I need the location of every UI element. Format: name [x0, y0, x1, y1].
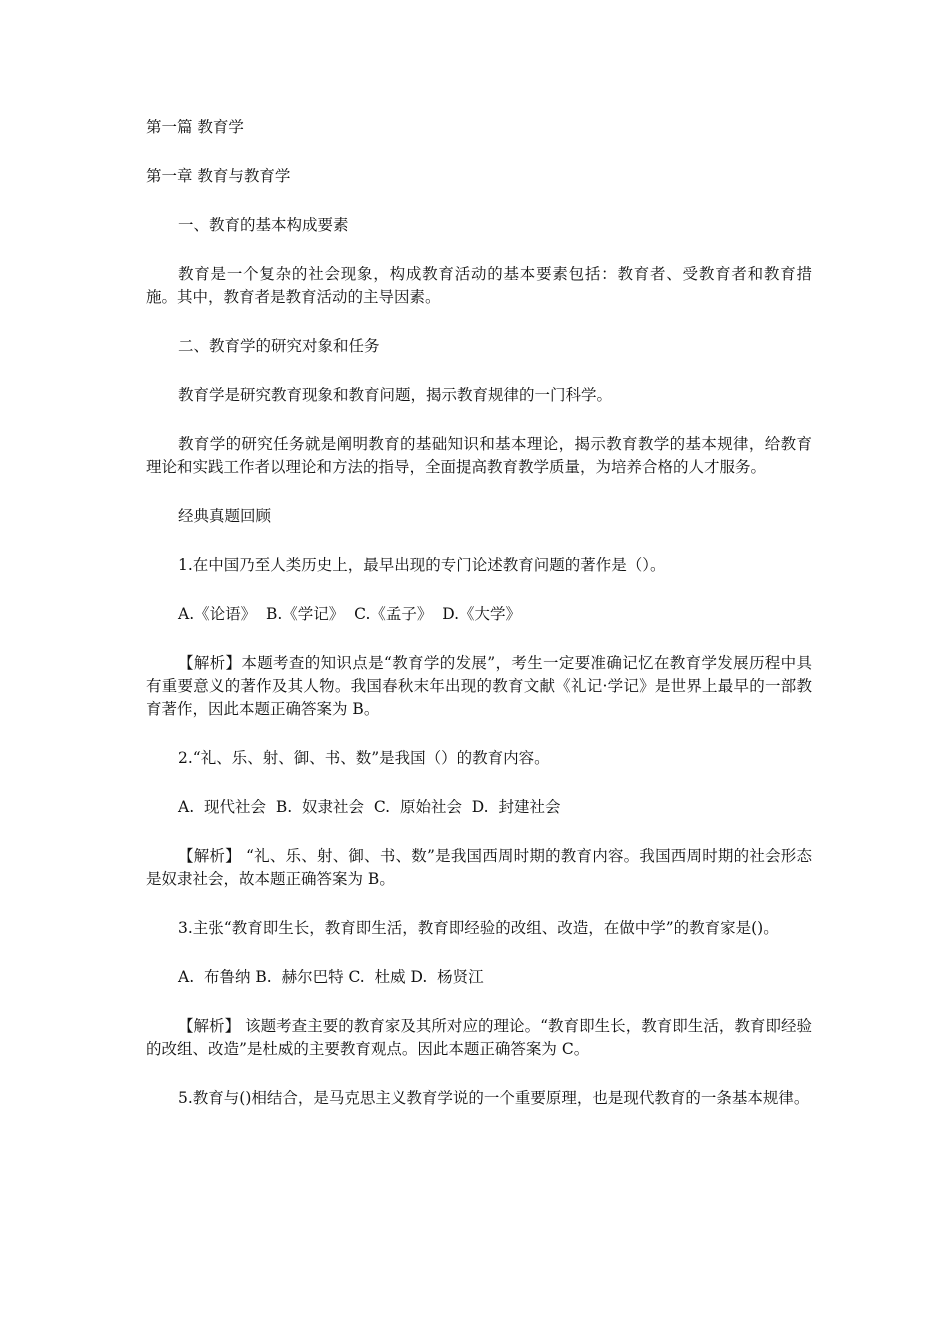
review-heading: 经典真题回顾 — [178, 507, 272, 525]
question-1: 1.在中国乃至人类历史上，最早出现的专门论述教育问题的著作是（）。 — [178, 556, 666, 574]
question-1-analysis: 【解析】本题考查的知识点是“教育学的发展”，考生一定要准确记忆在教育学发展历程中具有重要意义的著作及其人物。我国春秋末年出现的教育文献《礼记·学记》是世界上最早的一部教育著作，因此本题正确答案为 B。 — [146, 654, 812, 718]
question-3: 3.主张“教育即生长，教育即生活，教育即经验的改组、改造，在做中学”的教育家是()。 — [178, 919, 779, 937]
question-2-analysis: 【解析】 “礼、乐、射、御、书、数”是我国西周时期的教育内容。我国西周时期的社会形态是奴隶社会，故本题正确答案为 B。 — [146, 847, 812, 888]
question-3-analysis: 【解析】 该题考查主要的教育家及其所对应的理论。“教育即生长，教育即生活，教育即经验的改组、改造”是杜威的主要教育观点。因此本题正确答案为 C。 — [146, 1017, 812, 1058]
part-title: 第一篇 教育学 — [146, 118, 244, 136]
question-3-options: A. 布鲁纳 B. 赫尔巴特 C. 杜威 D. 杨贤江 — [178, 968, 484, 986]
question-2-options: A. 现代社会 B. 奴隶社会 C. 原始社会 D. 封建社会 — [178, 798, 561, 816]
question-5: 5.教育与()相结合，是马克思主义教育学说的一个重要原理，也是现代教育的一条基本规律。 — [178, 1089, 810, 1107]
section1-text: 教育是一个复杂的社会现象，构成教育活动的基本要素包括：教育者、受教育者和教育措施。其中，教育者是教育活动的主导因素。 — [146, 265, 812, 306]
question-1-options: A.《论语》 B.《学记》 C.《孟子》 D.《大学》 — [178, 605, 522, 623]
document-content — [146, 116, 812, 1136]
question-2: 2.“礼、乐、射、御、书、数”是我国（）的教育内容。 — [178, 749, 550, 767]
chapter-title: 第一章 教育与教育学 — [146, 167, 291, 185]
section2-text-1: 教育学是研究教育现象和教育问题，揭示教育规律的一门科学。 — [178, 386, 613, 404]
section2-text-2: 教育学的研究任务就是阐明教育的基础知识和基本理论，揭示教育教学的基本规律，给教育理论和实践工作者以理论和方法的指导，全面提高教育教学质量，为培养合格的人才服务。 — [146, 435, 812, 476]
section2-heading: 二、教育学的研究对象和任务 — [178, 337, 380, 355]
section1-heading: 一、教育的基本构成要素 — [178, 216, 349, 234]
